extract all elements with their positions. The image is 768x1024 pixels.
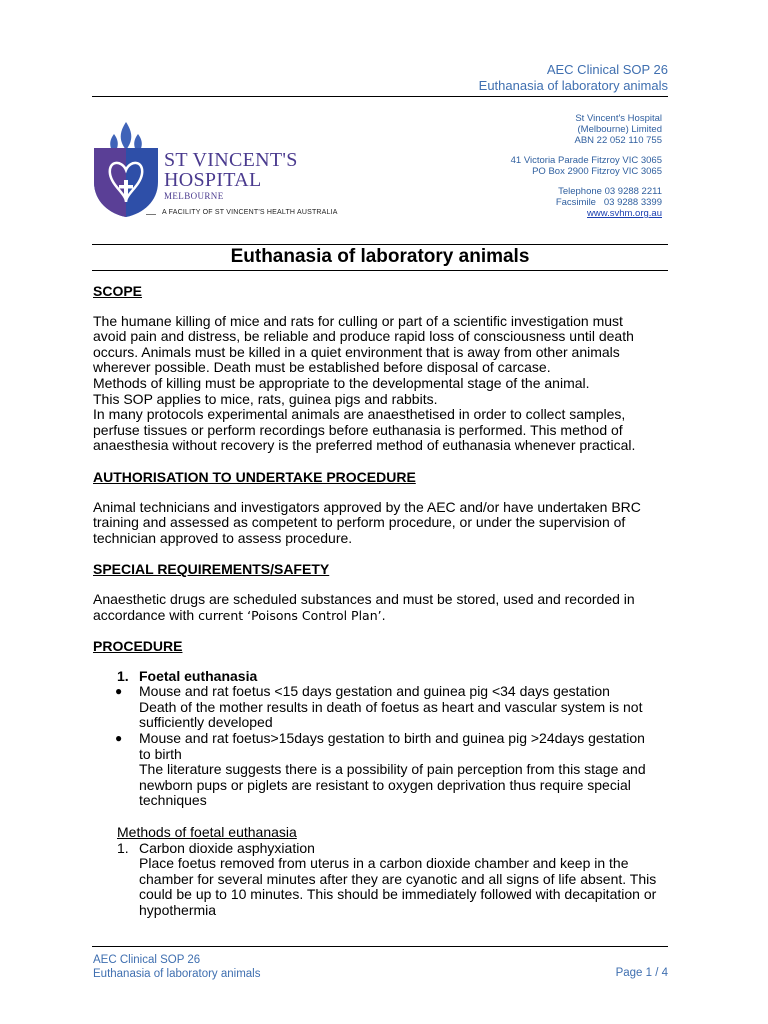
logo-subname: MELBOURNE [164, 191, 224, 201]
title-rule-bottom [92, 270, 668, 271]
scope-line: anaesthesia without recovery is the preferred method of euthanasia whenever practical. [93, 437, 636, 454]
contact-phone: Telephone 03 9288 2211 [558, 186, 662, 197]
header-rule [92, 96, 668, 97]
procedure-item-title: Foetal euthanasia [139, 667, 258, 684]
page-number: Page 1 / 4 [615, 967, 668, 979]
special-line-text: accordance with [93, 606, 199, 623]
method-line: could be up to 10 minutes. This should be immediately followed with decapitation or [139, 886, 657, 903]
bullet-line: newborn pups or piglets are resistant to oxygen deprivation thus require special [139, 776, 631, 793]
logo-tagline: A FACILITY OF ST VINCENT'S HEALTH AUSTRALIA [162, 209, 338, 216]
authorisation-line: Animal technicians and investigators approved by the AEC and/or have undertaken BRC [93, 498, 641, 515]
foetal-bullet-list [93, 684, 671, 809]
footer-rule [92, 946, 668, 947]
authorisation-heading: AUTHORISATION TO UNDERTAKE PROCEDURE [93, 468, 416, 485]
document-title: Euthanasia of laboratory animals [230, 246, 530, 267]
contact-fax: Facsimile 03 9288 3399 [555, 197, 662, 208]
method-item-co2 [117, 841, 671, 857]
method-number: 1. [117, 839, 129, 856]
bullet-icon: ● [115, 731, 123, 746]
procedure-item-number: 1. [117, 667, 129, 684]
scope-line: avoid pain and distress, be reliable and produce rapid loss of consciousness until death [93, 328, 634, 345]
title-rule-top [92, 244, 668, 245]
method-description [139, 856, 671, 918]
bullet-line: Mouse and rat foetus <15 days gestation and guinea pig <34 days gestation [139, 683, 610, 700]
special-line: Anaesthetic drugs are scheduled substances and must be stored, used and recorded in [93, 590, 635, 607]
cross-flame-emblem-icon [92, 120, 160, 218]
special-line [93, 608, 671, 624]
contact-abn: ABN 22 052 110 755 [574, 135, 662, 146]
scope-line: occurs. Animals must be killed in a quiet environment that is away from other animals [93, 343, 620, 360]
special-requirements-paragraph [93, 592, 671, 623]
scope-line: wherever possible. Death must be established before disposal of carcase. [93, 359, 551, 376]
methods-heading: Methods of foetal euthanasia [117, 824, 297, 841]
document-body [93, 284, 671, 919]
scope-line: Methods of killing must be appropriate to the developmental stage of the animal. [93, 374, 590, 391]
bullet-line: Mouse and rat foetus>15days gestation to birth and guinea pig >24days gestation [139, 730, 645, 747]
contact-address-street: 41 Victoria Parade Fitzroy VIC 3065 [510, 155, 662, 166]
running-header [479, 62, 668, 94]
contact-org-line1: St Vincent's Hospital [575, 113, 662, 124]
list-item [93, 731, 671, 809]
scope-line: perfuse tissues or perform recordings before euthanasia is performed. This method of [93, 421, 623, 438]
authorisation-line: technician approved to assess procedure. [93, 529, 353, 546]
contact-address-po: PO Box 2900 Fitzroy VIC 3065 [532, 166, 662, 177]
bullet-icon: ● [115, 684, 123, 699]
poisons-control-plan-ref: current ‘Poisons Control Plan’. [198, 607, 386, 623]
bullet-line: to birth [139, 745, 182, 762]
special-requirements-heading: SPECIAL REQUIREMENTS/SAFETY [93, 561, 330, 578]
scope-paragraph [93, 314, 671, 454]
scope-line: The humane killing of mice and rats for culling or part of a scientific investigation must [93, 312, 623, 329]
contact-org-line2: (Melbourne) Limited [577, 124, 662, 135]
scope-heading: SCOPE [93, 283, 143, 299]
list-item [93, 684, 671, 731]
bullet-line: sufficiently developed [139, 714, 273, 731]
authorisation-line: training and assessed as competent to perform procedure, or under the supervision of [93, 514, 626, 531]
bullet-line: Death of the mother results in death of foetus as heart and vascular system is not [139, 698, 643, 715]
logo-wordmark [164, 150, 298, 190]
method-line: chamber for several minutes after they are cyanotic and all signs of life absent. This [139, 870, 657, 887]
header-sop-number: AEC Clinical SOP 26 [546, 62, 668, 77]
authorisation-paragraph [93, 500, 671, 547]
method-line: hypothermia [139, 902, 217, 918]
logo-name-line1: ST VINCENT'S [164, 149, 298, 171]
scope-line: This SOP applies to mice, rats, guinea pigs and rabbits. [93, 390, 438, 407]
procedure-item-foetal [117, 669, 671, 685]
header-sop-title: Euthanasia of laboratory animals [478, 78, 668, 93]
scope-line: In many protocols experimental animals are anaesthetised in order to collect samples, [93, 406, 626, 423]
method-title: Carbon dioxide asphyxiation [139, 839, 315, 856]
logo-name-line2: HOSPITAL [164, 169, 262, 191]
footer-sop-number: AEC Clinical SOP 26 [93, 954, 201, 966]
footer-left [93, 953, 261, 981]
procedure-heading: PROCEDURE [93, 638, 183, 655]
contact-block [511, 113, 662, 219]
logo-divider [146, 214, 156, 215]
bullet-line: techniques [139, 792, 207, 809]
footer-sop-title: Euthanasia of laboratory animals [93, 968, 261, 980]
method-line: Place foetus removed from uterus in a carbon dioxide chamber and keep in the [139, 855, 629, 872]
website-link[interactable]: www.svhm.org.au [587, 208, 662, 219]
bullet-line: The literature suggests there is a possibility of pain perception from this stage and [139, 761, 646, 778]
